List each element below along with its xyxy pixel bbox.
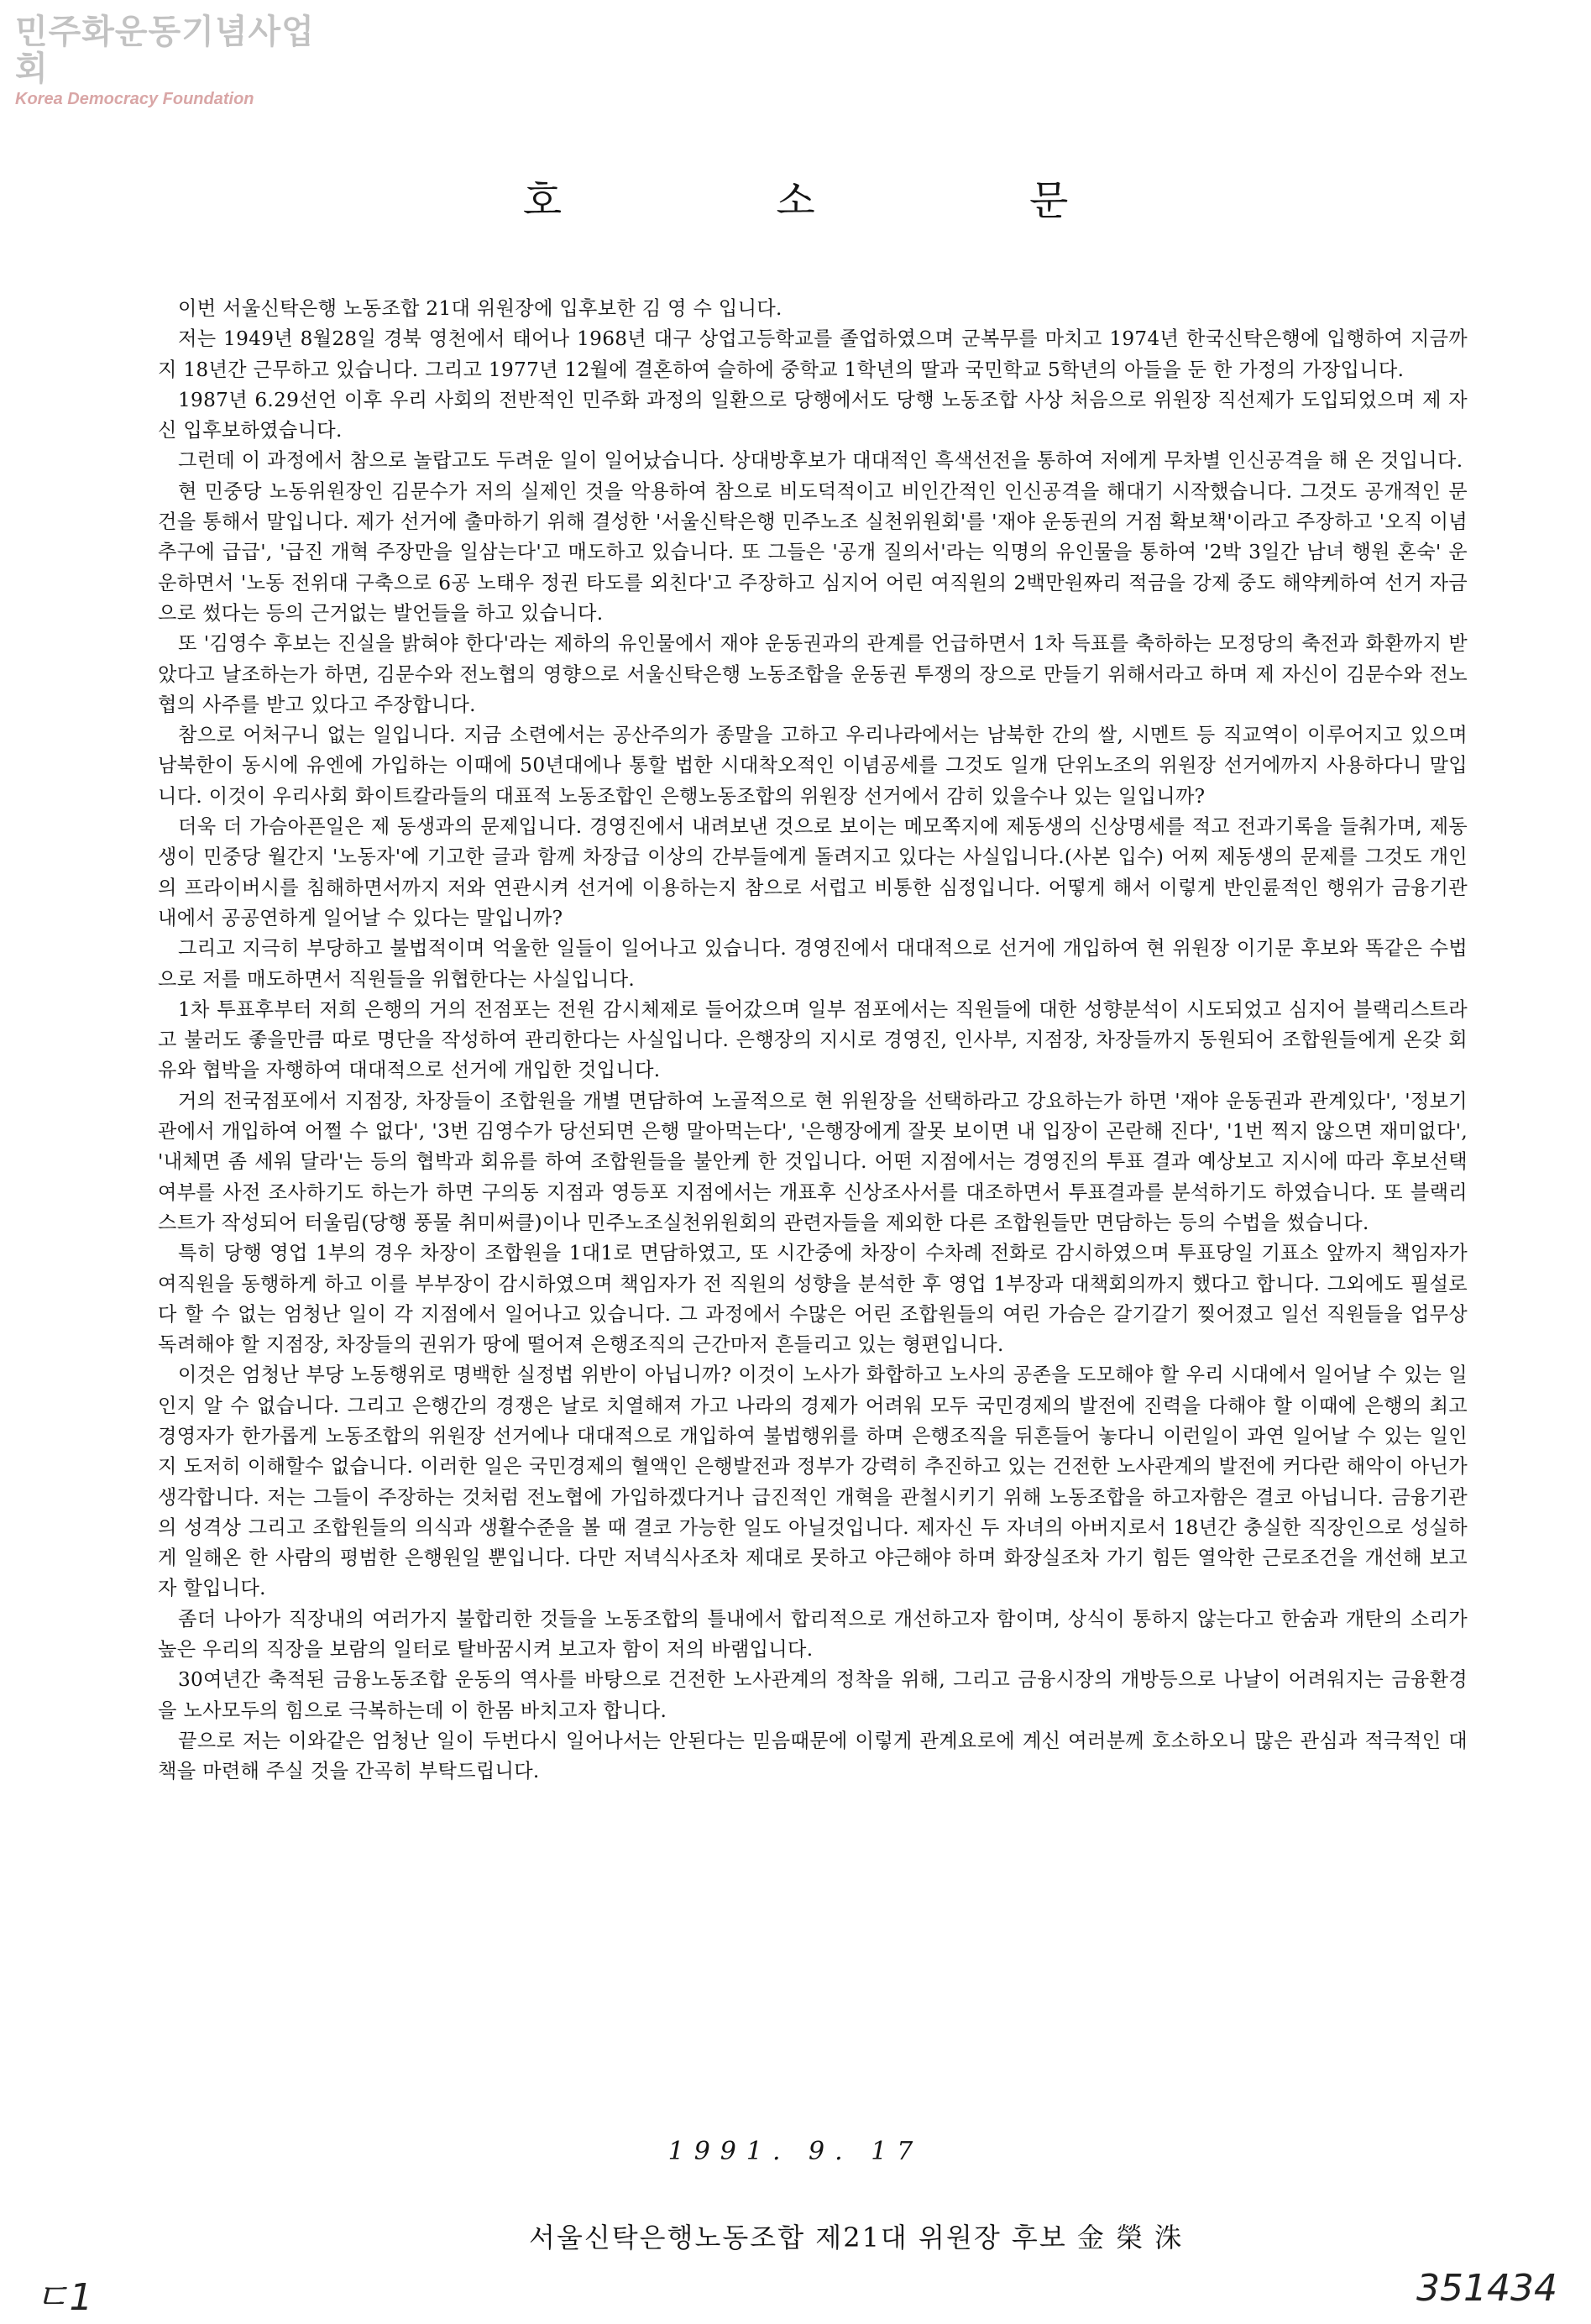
foundation-logo — [15, 13, 317, 109]
document-body — [158, 294, 1468, 1787]
body-paragraph: 그리고 지극히 부당하고 불법적이며 억울한 일들이 일어나고 있습니다. 경영진에서 대대적으로 선거에 개입하여 현 위원장 이기문 후보와 똑같은 수법으로 저를 매도하면서 직원들을 위협한다는 사실입니다. — [158, 937, 1468, 991]
body-paragraph: 더욱 더 가슴아픈일은 제 동생과의 문제입니다. 경영진에서 내려보낸 것으로 보이는 메모쪽지에 제동생의 신상명세를 적고 전과기록을 들춰가며, 제동생이 민중당 월간지 '노동자'에 기고한 글과 함께 차장급 이상의 간부들에게 돌려지고 있다는 사실입니다.(사본 입수) 어찌 제동생의 문제를 그것도 개인의 프라이버시를 침해하면서까지 저와 연관시켜 선거에 이용하는지 참으로 서럽고 비통한 심정입니다. 어떻게 해서 이렇게 반인륜적인 행위가 금융기관내에서 공공연하게 일어날 수 있다는 말입니까? — [158, 815, 1468, 929]
logo-korean-text: 민주화운동기념사업회 — [15, 13, 315, 88]
document-title: 호 소 문 — [522, 177, 1170, 224]
body-paragraph: 이번 서울신탁은행 노동조합 21대 위원장에 입후보한 김 영 수 입니다. — [178, 297, 782, 320]
body-paragraph: 현 민중당 노동위원장인 김문수가 저의 실제인 것을 악용하여 참으로 비도덕적이고 비인간적인 인신공격을 해대기 시작했습니다. 그것도 공개적인 문건을 통해서 말입니다. 제가 선거에 출마하기 위해 결성한 '서울신탁은행 민주노조 실천위원회'를 '재야 운동권의 거점 확보책'이라고 주장하고 '오직 이념 추구에 급급', '급진 개혁 주장만을 일삼는다'고 매도하고 있습니다. 또 그들은 '공개 질의서'라는 익명의 유인물을 통하여 '2박 3일간 남녀 행원 혼숙' 운운하면서 '노동 전위대 구축으로 6공 노태우 정권 타도를 외친다'고 주장하고 심지어 어린 여직원의 2백만원짜리 적금을 강제 중도 해약케하여 선거 자금으로 썼다는 등의 근거없는 발언들을 하고 있습니다. — [158, 479, 1468, 625]
body-paragraph: 끝으로 저는 이와같은 엄청난 일이 두번다시 일어나서는 안된다는 믿음때문에 이렇게 관계요로에 계신 여러분께 호소하오니 많은 관심과 적극적인 대책을 마련해 주실 것을 간곡히 부탁드립니다. — [158, 1729, 1468, 1783]
body-paragraph: 특히 당행 영업 1부의 경우 차장이 조합원을 1대1로 면담하였고, 또 시간중에 차장이 수차례 전화로 감시하였으며 투표당일 기표소 앞까지 책임자가 여직원을 동행하게 하고 이를 부부장이 감시하였으며 책임자가 전 직원의 성향을 분석한 후 영업 1부장과 대책회의까지 했다고 합니다. 그외에도 필설로 다 할 수 없는 엄청난 일이 각 지점에서 일어나고 있습니다. 그 과정에서 수많은 어린 조합원들의 여린 가슴은 갈기갈기 찢어졌고 일선 직원들을 업무상 독려해야 할 지점장, 차장들의 권위가 땅에 떨어져 은행조직의 근간마저 흔들리고 있는 형편입니다. — [158, 1242, 1468, 1357]
body-paragraph: 1987년 6.29선언 이후 우리 사회의 전반적인 민주화 과정의 일환으로 당행에서도 당행 노동조합 사상 처음으로 위원장 직선제가 도입되었으며 제 자신 입후보하였습니다. — [158, 388, 1468, 442]
body-paragraph: 저는 1949년 8월28일 경북 영천에서 태어나 1968년 대구 상업고등학교를 졸업하였으며 군복무를 마치고 1974년 한국신탁은행에 입행하여 지금까지 18년간 근무하고 있습니다. 그리고 1977년 12월에 결혼하여 슬하에 중학교 1학년의 딸과 국민학교 5학년의 아들을 둔 한 가정의 가장입니다. — [158, 327, 1468, 381]
body-paragraph: 또 '김영수 후보는 진실을 밝혀야 한다'라는 제하의 유인물에서 재야 운동권과의 관계를 언급하면서 1차 득표를 축하하는 모정당의 축전과 화환까지 받았다고 날조하는가 하면, 김문수와 전노협의 영향으로 서울신탁은행 노동조합을 운동권 투쟁의 장으로 만들기 위해서라고 하며 제 자신이 김문수와 전노협의 사주를 받고 있다고 주장합니다. — [158, 632, 1468, 716]
body-paragraph: 참으로 어처구니 없는 일입니다. 지금 소련에서는 공산주의가 종말을 고하고 우리나라에서는 남북한 간의 쌀, 시멘트 등 직교역이 이루어지고 있으며 남북한이 동시에 유엔에 가입하는 이때에 50년대에나 통할 법한 시대착오적인 이념공세를 그것도 일개 단위노조의 위원장 선거에까지 사용하다니 말입니다. 이것이 우리사회 화이트칼라들의 대표적 노동조합인 은행노동조합의 위원장 선거에서 감히 있을수나 있는 일입니까? — [158, 724, 1468, 808]
body-paragraph: 30여년간 축적된 금융노동조합 운동의 역사를 바탕으로 건전한 노사관계의 정착을 위해, 그리고 금융시장의 개방등으로 나날이 어려워지는 금융환경을 노사모두의 힘으로 극복하는데 이 한몸 바치고자 합니다. — [158, 1668, 1468, 1722]
body-paragraph: 이것은 엄청난 부당 노동행위로 명백한 실정법 위반이 아닙니까? 이것이 노사가 화합하고 노사의 공존을 도모해야 할 우리 시대에서 일어날 수 있는 일인지 알 수 없습니다. 그리고 은행간의 경쟁은 날로 치열해져 가고 나라의 경제가 어려워 모두 국민경제의 발전에 진력을 다해야 할 이때에 은행의 최고 경영자가 한가롭게 노동조합의 위원장 선거에나 대대적으로 개입하여 불법행위를 하며 은행조직을 뒤흔들어 놓다니 이런일이 과연 일어날 수 있는 일인지 도저히 이해할수 없습니다. 이러한 일은 국민경제의 혈액인 은행발전과 정부가 강력히 추진하고 있는 건전한 노사관계의 발전에 커다란 해악이 아닌가 생각합니다. 저는 그들이 주장하는 것처럼 전노협에 가입하겠다거나 급진적인 개혁을 관철시키기 위해 노동조합을 하고자함은 결코 아닙니다. 금융기관의 성격상 그리고 조합원들의 의식과 생활수준을 볼 때 결코 가능한 일도 아닐것입니다. 제자신 두 자녀의 아버지로서 18년간 충실한 직장인으로 성실하게 일해온 한 사람의 평범한 은행원일 뿐입니다. 다만 저녁식사조차 제대로 못하고 야근해야 하며 화장실조차 가기 힘든 열악한 근로조건을 개선해 보고자 할입니다. — [158, 1364, 1468, 1600]
body-paragraph: 1차 투표후부터 저희 은행의 거의 전점포는 전원 감시체제로 들어갔으며 일부 점포에서는 직원들에 대한 성향분석이 시도되었고 심지어 블랙리스트라고 불러도 좋을만큼 따로 명단을 작성하여 관리한다는 사실입니다. 은행장의 지시로 경영진, 인사부, 지점장, 차장들까지 동원되어 조합원들에게 온갖 회유와 협박을 자행하여 대대적으로 선거에 개입한 것입니다. — [158, 997, 1468, 1082]
signature-line: 서울신탁은행노동조합 제21대 위원장 후보 金 榮 洙 — [529, 2222, 1184, 2253]
body-paragraph: 거의 전국점포에서 지점장, 차장들이 조합원을 개별 면담하여 노골적으로 현 위원장을 선택하라고 강요하는가 하면 '재야 운동권과 관계있다', '정보기관에서 개입하여 어쩔 수 없다', '3번 김영수가 당선되면 은행 말아먹는다', '은행장에게 잘못 보이면 내 입장이 곤란해 진다', '1번 찍지 않으면 재미없다', '내체면 좀 세워 달라'는 등의 협박과 회유를 하여 조합원들을 불안케 한 것입니다. 어떤 지점에서는 경영진의 투표 결과 예상보고 지시에 따라 후보선택 여부를 사전 조사하기도 하는가 하면 구의동 지점과 영등포 지점에서는 개표후 신상조사서를 대조하면서 투표결과를 분석하기도 하였습니다. 또 블랙리스트가 작성되어 터울림(당행 풍물 취미써클)이나 민주노조실천위원회의 관련자들을 제외한 다른 조합원들만 면담하는 등의 수법을 썼습니다. — [158, 1089, 1468, 1234]
body-paragraph: 좀더 나아가 직장내의 여러가지 불합리한 것들을 노동조합의 틀내에서 합리적으로 개선하고자 함이며, 상식이 통하지 않는다고 한숨과 개탄의 소리가 높은 우리의 직장을 보람의 일터로 탈바꿈시켜 보고자 함이 저의 바램입니다. — [158, 1607, 1468, 1662]
handwritten-page-mark: ㄷ1 — [34, 2276, 93, 2319]
logo-english-text: Korea Democracy Foundation — [15, 90, 254, 108]
document-date: 1991. 9. 17 — [667, 2137, 924, 2166]
handwritten-document-number: 351434 — [1416, 2267, 1557, 2310]
body-paragraph: 그런데 이 과정에서 참으로 놀랍고도 두려운 일이 일어났습니다. 상대방후보가 대대적인 흑색선전을 통하여 저에게 무차별 인신공격을 해 온 것입니다. — [178, 449, 1463, 473]
